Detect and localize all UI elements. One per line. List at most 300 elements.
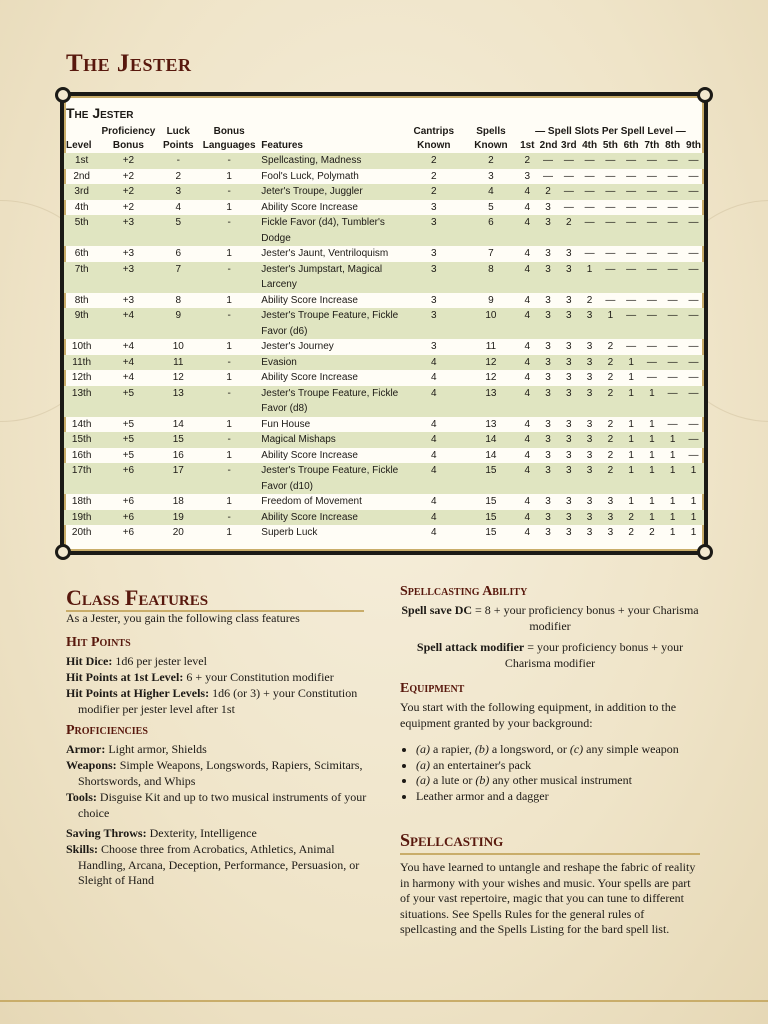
spell-slot-cell: 1 xyxy=(628,449,634,461)
spell-slot-cell: 4 xyxy=(524,372,531,383)
languages-cell: - xyxy=(199,510,259,526)
spell-slot-cell: 2 xyxy=(600,432,621,448)
spell-slot-cell: 1 xyxy=(642,510,663,526)
hp-first-level-line xyxy=(66,670,378,686)
spell-slot-cell: — xyxy=(646,341,657,352)
spell-slot-cell: — xyxy=(621,262,642,293)
proficiency-cell: +3 xyxy=(122,294,135,306)
header-slot-level: 9th xyxy=(686,140,702,151)
spell-slot-cell: 2 xyxy=(628,527,634,538)
spells-cell: 6 xyxy=(465,215,517,246)
spells-cell: 14 xyxy=(485,449,497,461)
jester-level-table xyxy=(64,125,704,541)
spell-slot-cell: 3 xyxy=(586,527,593,538)
option-letter: (a) xyxy=(416,757,430,772)
level-cell: 8th xyxy=(74,294,89,306)
spell-slot-cell: — xyxy=(563,201,574,213)
spell-slot-cell: — xyxy=(683,215,704,246)
spell-slot-cell: 1 xyxy=(642,432,663,448)
spell-slot-cell: 3 xyxy=(538,463,559,494)
spell-slot-cell: — xyxy=(621,153,642,169)
spell-slot-cell: 1 xyxy=(621,432,642,448)
features-cell: Spellcasting, Madness xyxy=(259,153,402,169)
spell-slot-cell: — xyxy=(662,386,683,417)
level-cell: 15th xyxy=(64,432,99,448)
luck-cell: 2 xyxy=(175,170,182,182)
languages-cell: - xyxy=(199,215,259,246)
spell-slot-cell: 1 xyxy=(642,463,663,494)
features-cell: Ability Score Increase xyxy=(261,294,358,306)
spells-cell: 15 xyxy=(485,496,497,507)
spell-slot-cell: 1 xyxy=(621,463,642,494)
spell-slot-cell: 1 xyxy=(628,496,634,507)
spell-slot-cell: 3 xyxy=(579,308,600,339)
proficiency-cell: +6 xyxy=(122,496,135,507)
languages-cell: 1 xyxy=(226,341,232,352)
spell-slot-cell: 3 xyxy=(586,418,593,430)
spell-save-dc-line xyxy=(400,603,700,634)
spell-slot-cell: 3 xyxy=(538,432,559,448)
spell-slot-cell: — xyxy=(683,386,704,417)
level-cell: 6th xyxy=(74,248,89,259)
list-item xyxy=(416,742,702,758)
spell-slot-cell: 3 xyxy=(607,527,614,538)
proficiency-cell: +4 xyxy=(122,341,135,352)
spell-slot-cell: 3 xyxy=(566,418,572,430)
spell-slot-cell: 4 xyxy=(524,201,531,213)
spells-cell: 9 xyxy=(488,294,494,306)
spell-slot-cell: — xyxy=(563,170,574,182)
header-cantrips-known: Known xyxy=(417,140,451,151)
list-item xyxy=(416,773,702,789)
header-luck-points: Points xyxy=(162,140,194,151)
spells-cell: 3 xyxy=(488,170,494,182)
spell-slot-cell: — xyxy=(683,153,704,169)
spell-slot-cell: 2 xyxy=(600,386,621,417)
proficiency-cell: +5 xyxy=(122,418,135,430)
spell-slot-cell: 1 xyxy=(621,355,642,371)
level-cell: 13th xyxy=(64,386,99,417)
features-cell: Ability Score Increase xyxy=(259,510,402,526)
spell-slot-cell: — xyxy=(584,248,595,259)
features-cell: Ability Score Increase xyxy=(261,449,358,461)
features-cell: Fun House xyxy=(261,418,311,430)
spell-slot-cell: — xyxy=(558,184,579,200)
spell-slot-cell: 3 xyxy=(558,355,579,371)
spell-slot-cell: — xyxy=(605,294,616,306)
languages-cell: 1 xyxy=(226,170,232,182)
armor-line xyxy=(66,742,378,758)
spell-slot-cell: — xyxy=(626,341,637,352)
spell-slot-cell: — xyxy=(646,372,657,383)
spell-slot-cell: 3 xyxy=(600,510,621,526)
header-luck: Luck xyxy=(166,126,190,137)
spell-slot-cell: 4 xyxy=(517,308,538,339)
spell-slot-cell: — xyxy=(646,201,657,213)
spell-slot-cell: — xyxy=(605,248,616,259)
spell-slot-cell: — xyxy=(600,215,621,246)
spell-slot-cell: 3 xyxy=(579,463,600,494)
spell-slot-cell: 3 xyxy=(566,449,572,461)
languages-cell: 1 xyxy=(226,294,232,306)
features-cell: Magical Mishaps xyxy=(259,432,402,448)
cantrips-cell: 4 xyxy=(431,449,437,461)
spell-slot-cell: — xyxy=(642,262,663,293)
spell-slot-cell: 2 xyxy=(607,372,614,383)
spell-slot-cell: — xyxy=(605,170,616,182)
spell-slot-cell: 1 xyxy=(649,496,655,507)
luck-cell: 5 xyxy=(157,215,199,246)
spell-slot-cell: — xyxy=(642,153,663,169)
cantrips-cell: 2 xyxy=(403,153,465,169)
option-letter: (a) xyxy=(416,742,430,756)
languages-cell: - xyxy=(199,308,259,339)
spell-slot-cell: 3 xyxy=(545,496,551,507)
spell-slot-cell: 1 xyxy=(662,510,683,526)
spell-slot-cell: 2 xyxy=(586,294,593,306)
spell-slot-cell: 3 xyxy=(538,308,559,339)
luck-cell: 9 xyxy=(157,308,199,339)
proficiency-cell: +5 xyxy=(99,432,157,448)
spell-slot-cell: 2 xyxy=(607,418,614,430)
table-title: The Jester xyxy=(66,105,134,121)
option-text: a rapier, xyxy=(430,742,475,756)
cantrips-cell: 4 xyxy=(403,386,465,417)
hp-higher-levels-value: 1d6 (or 3) + your Constitution modifier per jester level after 1st xyxy=(78,686,358,716)
spell-slot-cell: — xyxy=(667,341,678,352)
spell-slot-cell: — xyxy=(646,170,657,182)
heading-rule xyxy=(400,853,700,855)
spell-slot-cell: 3 xyxy=(545,418,551,430)
level-cell: 1st xyxy=(64,153,99,169)
luck-cell: 14 xyxy=(172,418,184,430)
features-cell: Freedom of Movement xyxy=(261,496,362,507)
table-row xyxy=(64,510,704,526)
equipment-intro: You start with the following equipment, in addition to the equipment granted by your background: xyxy=(400,700,677,730)
spell-slot-cell: — xyxy=(683,184,704,200)
level-cell: 5th xyxy=(64,215,99,246)
spell-slot-cell: 2 xyxy=(558,215,579,246)
spell-slot-cell: — xyxy=(626,248,637,259)
spell-slot-cell: 1 xyxy=(669,449,676,461)
table-header-row-bottom xyxy=(64,139,704,153)
spell-slot-cell: 2 xyxy=(649,527,655,538)
features-cell: Jester's Troupe Feature, Fickle Favor (d6) xyxy=(259,308,402,339)
proficiency-cell: +6 xyxy=(99,510,157,526)
header-slot-level: 5th xyxy=(602,140,618,151)
table-row xyxy=(64,308,704,339)
spell-slot-cell: 3 xyxy=(579,432,600,448)
spell-slot-cell: — xyxy=(646,248,657,259)
spell-slot-cell: 4 xyxy=(517,386,538,417)
spell-slot-cell: — xyxy=(626,201,637,213)
option-text: a longsword, or xyxy=(488,742,570,756)
spell-slot-cell: 4 xyxy=(524,248,531,259)
spells-cell: 4 xyxy=(465,184,517,200)
languages-cell: 1 xyxy=(226,449,232,461)
spell-slot-cell: — xyxy=(667,248,678,259)
weapons-value: Simple Weapons, Longswords, Rapiers, Scimitars, Shortswords, and Whips xyxy=(78,758,363,788)
spell-slot-cell: 3 xyxy=(538,262,559,293)
spell-slot-cell: — xyxy=(662,308,683,339)
proficiency-cell: +5 xyxy=(122,449,135,461)
level-cell: 3rd xyxy=(64,184,99,200)
header-spells: Spells xyxy=(476,126,506,137)
spell-slot-cell: — xyxy=(605,201,616,213)
spell-slot-cell: 1 xyxy=(579,262,600,293)
hit-dice-value: 1d6 per jester level xyxy=(115,654,207,668)
features-cell: Jeter's Troupe, Juggler xyxy=(259,184,402,200)
spell-slot-cell: — xyxy=(621,308,642,339)
spells-cell: 2 xyxy=(465,153,517,169)
hit-dice-label: Hit Dice: xyxy=(66,654,113,668)
spell-slot-cell: — xyxy=(662,262,683,293)
level-cell: 14th xyxy=(71,418,92,430)
spell-slot-cell: 1 xyxy=(649,449,655,461)
spell-slot-cell: 4 xyxy=(524,294,531,306)
spell-slot-cell: 1 xyxy=(662,463,683,494)
features-cell: Evasion xyxy=(259,355,402,371)
spell-slot-cell: 3 xyxy=(524,170,531,182)
spells-cell: 13 xyxy=(485,418,497,430)
spell-slot-cell: — xyxy=(688,170,699,182)
level-cell: 4th xyxy=(74,201,89,213)
level-cell: 19th xyxy=(64,510,99,526)
spell-slot-cell: 3 xyxy=(545,248,551,259)
proficiency-cell: +2 xyxy=(122,201,135,213)
spell-slot-cell: 3 xyxy=(545,341,551,352)
header-bonus-languages: Languages xyxy=(202,140,256,151)
list-item xyxy=(416,789,702,805)
spell-slot-cell: — xyxy=(646,294,657,306)
spell-slot-cell: — xyxy=(538,153,559,169)
spells-cell: 12 xyxy=(465,355,517,371)
spell-slot-cell: — xyxy=(642,184,663,200)
spell-slot-cell: 3 xyxy=(558,386,579,417)
class-features-heading: Class Features xyxy=(66,585,209,610)
level-cell: 12th xyxy=(71,372,92,383)
frame-corner-ornament xyxy=(55,544,71,560)
weapons-line xyxy=(66,758,368,789)
table-row xyxy=(64,293,704,309)
spell-slot-cell: — xyxy=(667,294,678,306)
header-spell-slots: — Spell Slots Per Spell Level — xyxy=(535,126,686,137)
armor-label: Armor: xyxy=(66,742,106,756)
languages-cell: - xyxy=(199,463,259,494)
table-header-row-top xyxy=(64,125,704,139)
tools-label: Tools: xyxy=(66,790,97,804)
header-slot-level: 6th xyxy=(623,140,639,151)
spell-slot-cell: — xyxy=(683,308,704,339)
spell-slot-cell: — xyxy=(662,215,683,246)
spell-slot-cell: 3 xyxy=(586,341,593,352)
spell-slot-cell: 1 xyxy=(600,308,621,339)
spell-slot-cell: — xyxy=(621,184,642,200)
spell-slot-cell: 3 xyxy=(579,510,600,526)
frame-corner-ornament xyxy=(697,87,713,103)
option-text: a lute or xyxy=(430,773,476,787)
header-slot-level: 3rd xyxy=(561,140,577,151)
spell-slot-cell: 1 xyxy=(628,372,634,383)
header-cantrips: Cantrips xyxy=(413,126,455,137)
spell-slot-cell: 1 xyxy=(621,386,642,417)
languages-cell: - xyxy=(199,386,259,417)
spells-cell: 7 xyxy=(488,248,494,259)
cantrips-cell: 2 xyxy=(403,184,465,200)
spell-slot-cell: 3 xyxy=(538,510,559,526)
header-slot-level: 8th xyxy=(665,140,681,151)
cantrips-cell: 3 xyxy=(431,248,437,259)
header-languages: Bonus xyxy=(213,126,245,137)
proficiency-cell: +4 xyxy=(122,372,135,383)
spell-slot-cell: 2 xyxy=(607,341,614,352)
spell-slot-cell: 3 xyxy=(586,449,593,461)
spell-slot-cell: — xyxy=(558,153,579,169)
hp-first-level-value: 6 + your Constitution modifier xyxy=(186,670,334,684)
spell-slot-cell: 2 xyxy=(600,355,621,371)
proficiency-cell: +3 xyxy=(99,262,157,293)
features-cell: Ability Score Increase xyxy=(261,372,358,383)
table-row xyxy=(64,339,704,355)
proficiency-cell: +5 xyxy=(99,386,157,417)
option-letter: (c) xyxy=(569,742,584,756)
luck-cell: 12 xyxy=(172,372,184,383)
cantrips-cell: 4 xyxy=(403,432,465,448)
features-cell: Jester's Troupe Feature, Fickle Favor (d10) xyxy=(259,463,402,494)
tools-value: Disguise Kit and up to two musical instruments of your choice xyxy=(78,790,367,820)
cantrips-cell: 4 xyxy=(431,496,437,507)
level-cell: 16th xyxy=(71,449,92,461)
spell-slot-cell: 1 xyxy=(683,463,704,494)
spell-slot-cell: 1 xyxy=(690,527,697,538)
level-cell: 20th xyxy=(71,527,92,538)
spells-cell: 15 xyxy=(465,463,517,494)
spell-slot-cell: — xyxy=(626,170,637,182)
spellcasting-text: You have learned to untangle and reshape the fabric of reality in harmony with your wishes and music. Your spells are part of your vast repertoire, magic that you can tune to different situations. See Spells Rules for the general rules of spellcasting and the Spells Listing for the bard spell list. xyxy=(400,860,696,936)
spells-cell: 11 xyxy=(485,341,497,352)
saving-throws-label: Saving Throws: xyxy=(66,826,147,840)
list-item xyxy=(416,758,702,774)
spell-slot-cell: — xyxy=(621,215,642,246)
spell-slot-cell: 2 xyxy=(517,153,538,169)
spell-slot-cell: — xyxy=(600,184,621,200)
level-cell: 2nd xyxy=(73,170,90,182)
skills-value: Choose three from Acrobatics, Athletics, Animal Handling, Arcana, Deception, Performance, Persuasion, or Sleight of Hand xyxy=(78,842,360,887)
cantrips-cell: 3 xyxy=(403,308,465,339)
spell-slot-cell: — xyxy=(579,215,600,246)
table-row xyxy=(64,370,704,386)
cantrips-cell: 3 xyxy=(431,201,437,213)
option-letter: (b) xyxy=(474,742,489,756)
spell-slot-cell: 1 xyxy=(649,418,655,430)
spell-slot-cell: 3 xyxy=(558,463,579,494)
page-title: The Jester xyxy=(66,50,192,77)
spell-slot-cell: 4 xyxy=(524,527,531,538)
luck-cell: 13 xyxy=(157,386,199,417)
option-text: any other musical instrument xyxy=(489,773,632,787)
spell-slot-cell: 1 xyxy=(669,496,676,507)
spell-slot-cell: 3 xyxy=(579,355,600,371)
spell-slot-cell: — xyxy=(579,153,600,169)
proficiency-cell: +4 xyxy=(99,355,157,371)
frame-corner-ornament xyxy=(55,87,71,103)
spell-slot-cell: 3 xyxy=(566,248,572,259)
spell-slot-cell: — xyxy=(662,184,683,200)
languages-cell: 1 xyxy=(226,248,232,259)
spells-cell: 14 xyxy=(465,432,517,448)
spells-cell: 13 xyxy=(465,386,517,417)
cantrips-cell: 4 xyxy=(403,463,465,494)
table-row xyxy=(64,417,704,433)
header-slot-level: 2nd xyxy=(539,140,558,151)
page-bottom-rule xyxy=(0,1000,768,1002)
spell-slot-cell: 3 xyxy=(566,527,572,538)
spells-cell: 15 xyxy=(465,510,517,526)
proficiency-cell: +2 xyxy=(99,184,157,200)
table-row xyxy=(64,246,704,262)
spell-slot-cell: 4 xyxy=(517,463,538,494)
spell-slot-cell: 3 xyxy=(566,496,572,507)
table-row xyxy=(64,386,704,417)
features-cell: Ability Score Increase xyxy=(261,201,358,213)
spell-slot-cell: 2 xyxy=(621,510,642,526)
spell-slot-cell: 4 xyxy=(524,418,531,430)
table-row xyxy=(64,215,704,246)
spell-slot-cell: 4 xyxy=(517,432,538,448)
spell-slot-cell: 2 xyxy=(607,449,614,461)
spell-slot-cell: — xyxy=(600,262,621,293)
proficiency-cell: +3 xyxy=(99,215,157,246)
languages-cell: - xyxy=(199,184,259,200)
spell-slot-cell: — xyxy=(642,215,663,246)
languages-cell: - xyxy=(199,355,259,371)
option-letter: (b) xyxy=(475,773,490,787)
weapons-label: Weapons: xyxy=(66,758,117,772)
spell-slot-cell: 3 xyxy=(586,496,593,507)
spell-slot-cell: 3 xyxy=(558,308,579,339)
option-letter: (a) xyxy=(416,773,430,787)
luck-cell: 19 xyxy=(157,510,199,526)
spell-slot-cell: — xyxy=(662,153,683,169)
spell-attack-value: = your proficiency bonus + your Charisma modifier xyxy=(504,640,684,670)
spell-slot-cell: 1 xyxy=(642,386,663,417)
spell-slot-cell: — xyxy=(667,418,678,430)
spell-slot-cell: — xyxy=(683,432,704,448)
option-text: Leather armor and a dagger xyxy=(416,788,549,803)
spell-slot-cell: 1 xyxy=(683,510,704,526)
header-slot-level: 4th xyxy=(582,140,598,151)
spell-attack-line xyxy=(400,640,700,671)
spellcasting-ability-heading: Spellcasting Ability xyxy=(400,584,528,599)
spell-slot-cell: — xyxy=(683,262,704,293)
equipment-heading: Equipment xyxy=(400,681,465,696)
table-row xyxy=(64,200,704,216)
spell-slot-cell: — xyxy=(667,201,678,213)
spell-slot-cell: 2 xyxy=(538,184,559,200)
header-proficiency-bonus: Bonus xyxy=(112,140,144,151)
table-row xyxy=(64,432,704,448)
table-row xyxy=(64,262,704,293)
header-proficiency: Proficiency xyxy=(101,126,156,137)
languages-cell: - xyxy=(199,432,259,448)
spell-slot-cell: — xyxy=(688,418,699,430)
table-row xyxy=(64,169,704,185)
spell-slot-cell: 3 xyxy=(545,294,551,306)
proficiency-cell: +6 xyxy=(99,463,157,494)
spell-slot-cell: — xyxy=(642,355,663,371)
armor-value: Light armor, Shields xyxy=(108,742,207,756)
skills-label: Skills: xyxy=(66,842,99,856)
